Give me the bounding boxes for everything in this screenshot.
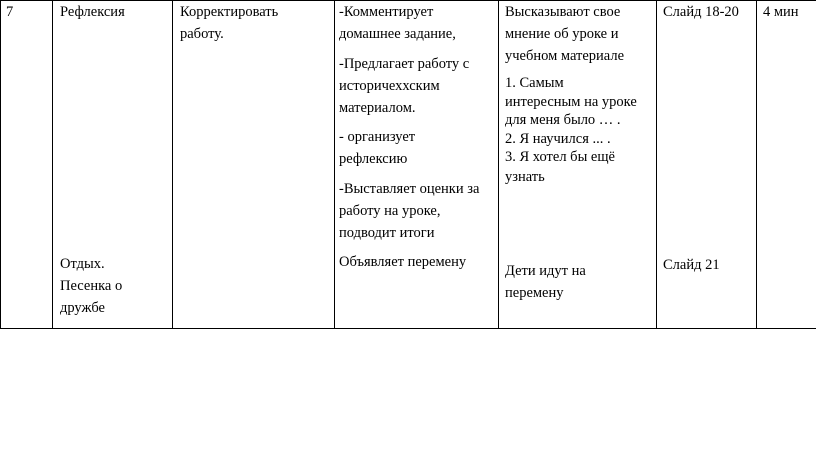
- column-divider: [0, 0, 1, 329]
- students-break: [505, 260, 655, 304]
- teacher-line: работу на уроке,: [339, 203, 441, 219]
- objective-line: работу.: [180, 26, 224, 42]
- teacher-line: рефлексию: [339, 151, 408, 167]
- students-line: мнение об уроке и: [505, 26, 619, 42]
- time-cell: [763, 1, 815, 23]
- students-prompts: [505, 74, 655, 167]
- row-number-text: 7: [6, 4, 14, 20]
- students-line: узнать: [505, 169, 545, 185]
- teacher-break-text: Объявляет перемену: [339, 254, 467, 270]
- objective-cell: [180, 1, 332, 45]
- students-line: 3. Я хотел бы ещё: [505, 149, 615, 165]
- column-divider: [498, 0, 499, 329]
- teacher-line: историчеххским: [339, 78, 440, 94]
- students-line: учебном материале: [505, 48, 625, 64]
- table-bottom-border: [0, 328, 816, 329]
- teacher-line: домашнее задание,: [339, 26, 456, 42]
- column-divider: [334, 0, 335, 329]
- rest-stage-cell: [60, 253, 170, 319]
- students-intro: [505, 1, 655, 67]
- students-line: для меня было … .: [505, 112, 621, 128]
- column-divider: [756, 0, 757, 329]
- teacher-item: [339, 178, 497, 244]
- students-break-line: Дети идут на: [505, 263, 586, 279]
- teacher-line: -Комментирует: [339, 4, 434, 20]
- students-line: Высказывают свое: [505, 4, 621, 20]
- students-break-line: перемену: [505, 285, 564, 301]
- resources-text: Слайд 18-20: [663, 4, 739, 20]
- row-number: [6, 1, 13, 23]
- stage-cell: [60, 1, 170, 23]
- resources-cell: [663, 1, 755, 23]
- teacher-item: [339, 1, 497, 45]
- teacher-line: материалом.: [339, 100, 416, 116]
- teacher-item: [339, 126, 497, 170]
- teacher-item: [339, 53, 497, 119]
- teacher-line: - организует: [339, 129, 416, 145]
- column-divider: [656, 0, 657, 329]
- column-divider: [172, 0, 173, 329]
- teacher-break: [339, 251, 497, 273]
- objective-line: Корректировать: [180, 4, 279, 20]
- students-line: интересным на уроке: [505, 93, 637, 110]
- teacher-line: -Предлагает работу с: [339, 56, 470, 72]
- column-divider: [52, 0, 53, 329]
- students-line: 2. Я научился ... .: [505, 130, 611, 147]
- teacher-line: подводит итоги: [339, 225, 435, 241]
- resources-rest-text: Слайд 21: [663, 257, 720, 273]
- resources-rest-cell: [663, 254, 755, 276]
- time-text: 4 мин: [763, 4, 799, 20]
- stage-title: Рефлексия: [60, 4, 125, 20]
- teacher-line: -Выставляет оценки за: [339, 181, 480, 197]
- rest-stage-line: Отдых.: [60, 256, 105, 272]
- students-last: [505, 166, 655, 188]
- rest-stage-line: дружбе: [60, 300, 105, 316]
- rest-stage-line: Песенка о: [60, 278, 123, 294]
- students-line: 1. Самым: [505, 75, 564, 91]
